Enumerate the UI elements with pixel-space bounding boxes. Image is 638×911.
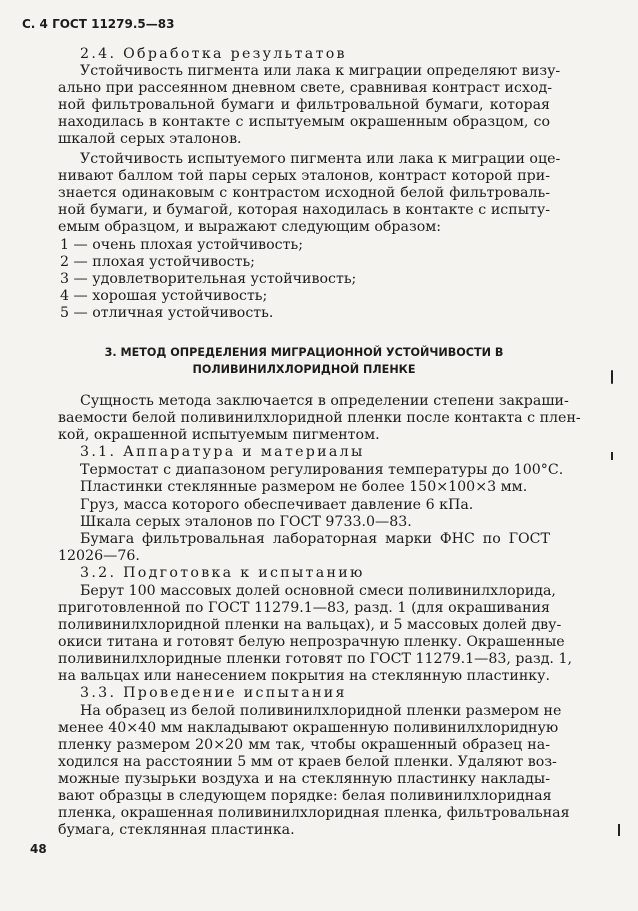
text-line: поливинилхлоридные пленки готовят по ГОСТ 11279.1—83, разд. 1,: [58, 651, 572, 667]
text-line: на вальцах или нанесением покрытия на стеклянную пластинку.: [58, 668, 551, 684]
scale-item: 2 — плохая устойчивость;: [60, 254, 255, 270]
text-line: приготовленной по ГОСТ 11279.1—83, разд. 1 (для окрашивания: [58, 600, 550, 616]
text-line: вают образцы в следующем порядке: белая поливинилхлоридная: [58, 788, 552, 804]
scale-item: 3 — удовлетворительная устойчивость;: [60, 271, 357, 287]
text-line: ально при рассеянном дневном свете, сравнивая контраст исход-: [58, 80, 553, 96]
text-line: ваемости белой поливинилхлоридной пленки после контакта с плен-: [58, 410, 581, 426]
text-line: ной фильтровальной бумаги и фильтровальной бумаги, которая: [58, 97, 550, 113]
scale-item: 4 — хорошая устойчивость;: [60, 288, 268, 304]
text-line: пленку размером 20×20 мм так, чтобы окрашенный образец на-: [58, 737, 550, 753]
text-line: ной бумаги, и бумагой, которая находилась в контакте с испыту-: [58, 202, 550, 218]
scan-mark: [611, 452, 613, 460]
text-line: менее 40×40 мм накладывают окрашенную поливинилхлоридную: [58, 720, 559, 736]
text-line: бумага, стеклянная пластинка.: [58, 822, 295, 838]
text-line: 12026—76.: [58, 548, 140, 564]
section-heading: 3. МЕТОД ОПРЕДЕЛЕНИЯ МИГРАЦИОННОЙ УСТОЙЧИВОСТИ В: [104, 346, 504, 359]
text-line: Пластинки стеклянные размером не более 150×100×3 мм.: [80, 479, 528, 495]
text-line: ходился на расстоянии 5 мм от краев белой пленки. Удаляют воз-: [58, 754, 557, 770]
scan-mark: [618, 824, 620, 836]
section-title-2-4: 2.4. Обработка результатов: [80, 46, 347, 62]
text-line: емым образцом, и выражают следующим образом:: [58, 219, 442, 235]
scale-item: 5 — отличная устойчивость.: [60, 305, 274, 321]
page-number: 48: [30, 842, 47, 856]
text-line: Бумага фильтровальная лабораторная марки ФНС по ГОСТ: [80, 531, 550, 547]
text-line: Шкала серых эталонов по ГОСТ 9733.0—83.: [80, 514, 412, 530]
text-line: пленка, окрашенная поливинилхлоридная пленка, фильтровальная: [58, 805, 570, 821]
text-line: знается одинаковым с контрастом исходной белой фильтроваль-: [58, 185, 550, 201]
section-title-3-2: 3.2. Подготовка к испытанию: [80, 565, 365, 581]
page-header: С. 4 ГОСТ 11279.5—83: [22, 17, 175, 31]
text-line: поливинилхлоридной пленки на вальцах), и 5 массовых долей дву-: [58, 617, 562, 633]
text-line: Сущность метода заключается в определении степени закраши-: [80, 393, 569, 409]
text-line: можные пузырьки воздуха и на стеклянную пластинку наклады-: [58, 771, 550, 787]
text-line: находилась в контакте с испытуемым окрашенным образцом, со: [58, 114, 550, 130]
text-line: Устойчивость испытуемого пигмента или лака к миграции оце-: [80, 151, 561, 167]
text-line: нивают баллом той пары серых эталонов, контраст которой при-: [58, 168, 550, 184]
section-heading: ПОЛИВИНИЛХЛОРИДНОЙ ПЛЕНКЕ: [192, 363, 416, 376]
scale-item: 1 — очень плохая устойчивость;: [60, 237, 303, 253]
text-line: кой, окрашенной испытуемым пигментом.: [58, 427, 380, 443]
scan-mark: [611, 370, 613, 384]
text-line: Устойчивость пигмента или лака к миграции определяют визу-: [80, 63, 561, 79]
section-title-3-3: 3.3. Проведение испытания: [80, 685, 347, 701]
text-line: шкалой серых эталонов.: [58, 131, 242, 147]
text-line: Берут 100 массовых долей основной смеси поливинилхлорида,: [80, 583, 556, 599]
text-line: Термостат с диапазоном регулирования температуры до 100°С.: [80, 462, 564, 478]
text-line: окиси титана и готовят белую непрозрачную пленку. Окрашенные: [58, 634, 565, 650]
text-line: Груз, масса которого обеспечивает давление 6 кПа.: [80, 497, 474, 513]
text-line: На образец из белой поливинилхлоридной пленки размером не: [80, 703, 562, 719]
section-title-3-1: 3.1. Аппаратура и материалы: [80, 444, 365, 460]
